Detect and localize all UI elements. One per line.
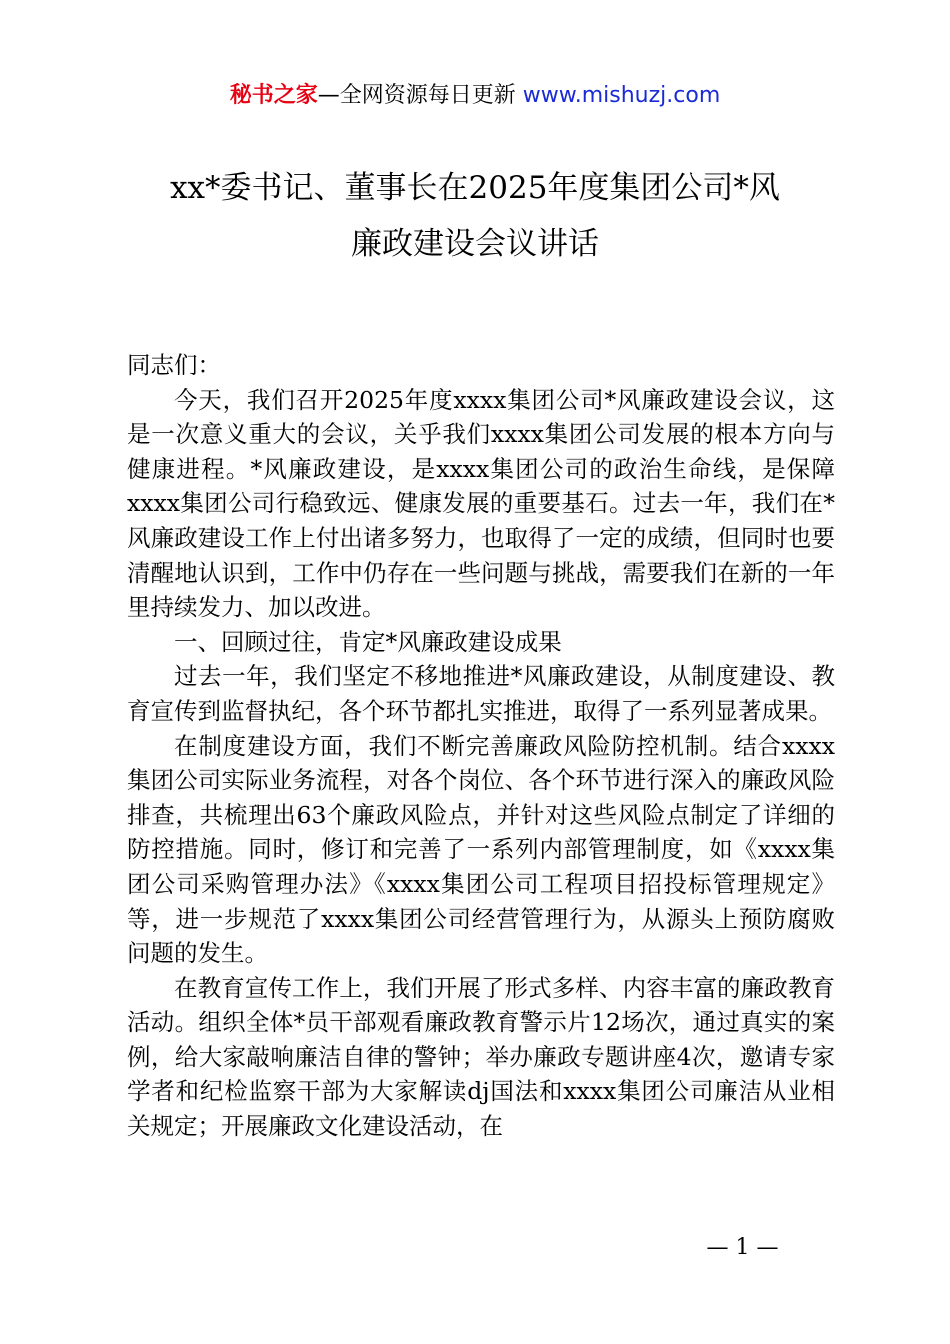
title-line-2: 廉政建设会议讲话	[351, 226, 599, 262]
brand-name: 秘书之家	[229, 83, 318, 108]
salutation: 同志们：	[127, 351, 221, 379]
document-title	[100, 160, 850, 272]
section-heading: 一、回顾过往，肯定*风廉政建设成果	[174, 627, 562, 656]
paragraph-review: 过去一年，我们坚定不移地推进*风廉政建设，从制度建设、教育宣传到监督执纪，各个环节都扎实推进，取得了一系列显著成果。	[127, 662, 835, 725]
paragraph-education: 在教育宣传工作上，我们开展了形式多样、内容丰富的廉政教育活动。组织全体*员干部观看廉政教育警示片12场次，通过真实的案例，给大家敲响廉洁自律的警钟；举办廉政专题讲座4次，邀请专家学者和纪检监察干部为大家解读dj国法和xxxx集团公司廉洁从业相关规定；开展廉政文化建设活动，在	[127, 973, 835, 1141]
site-header	[0, 80, 950, 112]
paragraph-intro: 今天，我们召开2025年度xxxx集团公司*风廉政建设会议，这是一次意义重大的会议，关乎我们xxxx集团公司发展的根本方向与健康进程。*风廉政建设，是xxxx集团公司的政治生命线，是保障xxxx集团公司行稳致远、健康发展的重要基石。过去一年，我们在*风廉政建设工作上付出诸多努力，也取得了一定的成绩，但同时也要清醒地认识到，工作中仍存在一些问题与挑战，需要我们在新的一年里持续发力、加以改进。	[127, 385, 835, 622]
header-slogan: —全网资源每日更新	[317, 83, 516, 108]
paragraph-system-building: 在制度建设方面，我们不断完善廉政风险防控机制。结合xxxx集团公司实际业务流程，对各个岗位、各个环节进行深入的廉政风险排查，共梳理出63个廉政风险点，并针对这些风险点制定了详细的防控措施。同时，修订和完善了一系列内部管理制度，如《xxxx集团公司采购管理办法》《xxxx集团公司工程项目招投标管理规定》等，进一步规范了xxxx集团公司经营管理行为，从源头上预防腐败问题的发生。	[127, 731, 835, 968]
document-body	[127, 348, 835, 1144]
site-url-link[interactable]: www.mishuzj.com	[522, 83, 721, 108]
title-line-1: xx*委书记、董事长在2025年度集团公司*风	[170, 170, 780, 206]
page-number: — 1 —	[706, 1235, 779, 1260]
